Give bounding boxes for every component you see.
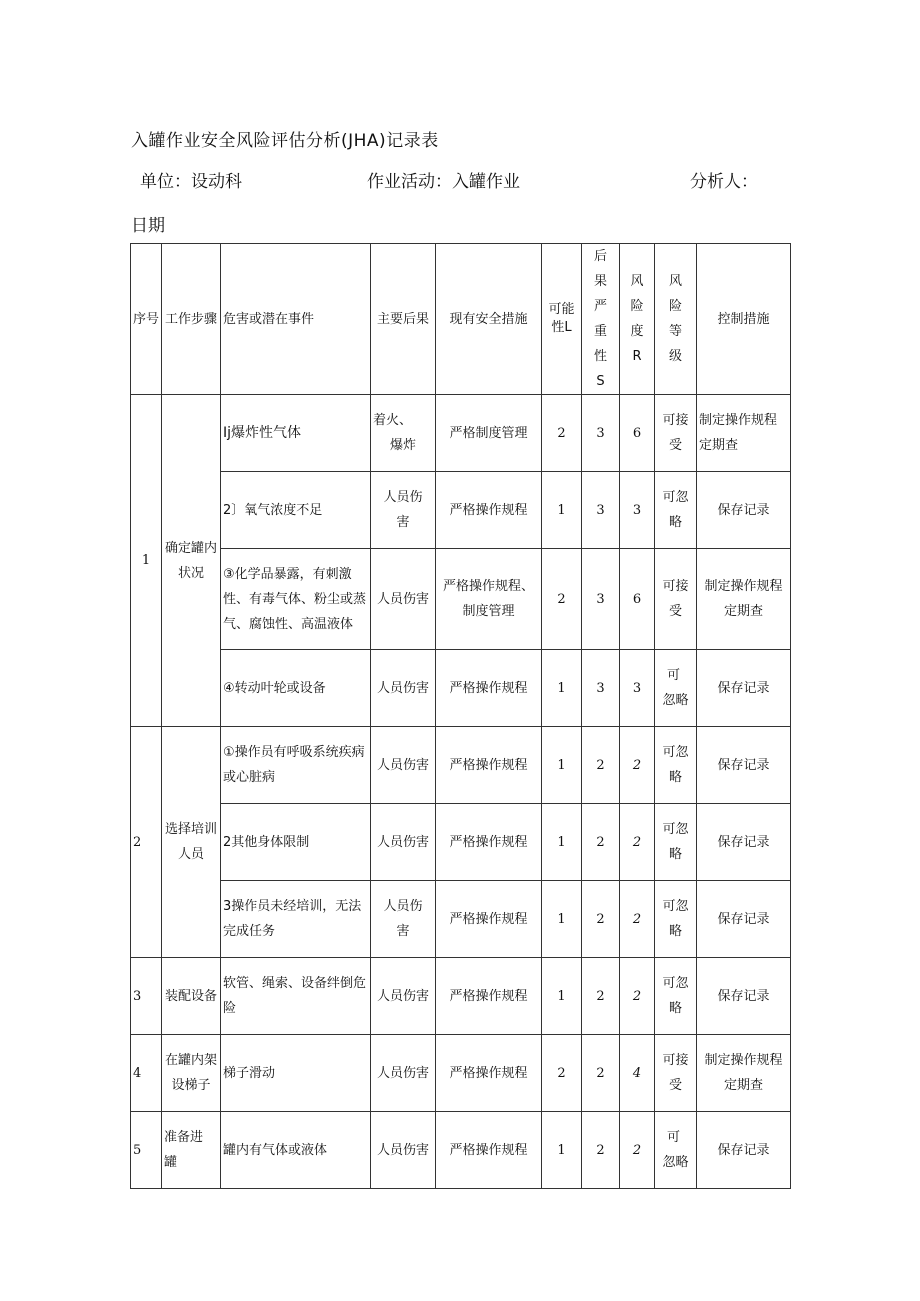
header-risk-char: 风 <box>630 274 644 289</box>
header-row <box>131 244 791 395</box>
table-row <box>131 1035 791 1112</box>
measures-cell: 严格操作规程、制度管理 <box>436 549 542 650</box>
measures-cell: 严格操作规程 <box>436 727 542 804</box>
consequence-line: 害 <box>396 924 410 939</box>
risk-cell: 2 <box>620 958 655 1035</box>
consequence-cell <box>371 549 436 650</box>
control-line: 保存记录 <box>717 834 770 850</box>
level-line: 可忽 <box>662 976 689 991</box>
severity-cell: 3 <box>582 395 620 472</box>
likelihood-cell: 1 <box>542 472 582 549</box>
header-severity-char: 性 <box>593 349 607 364</box>
consequence-line: 人员伤害 <box>376 591 429 607</box>
consequence-line: 人员伤 <box>383 899 423 914</box>
level-line: 略 <box>668 924 682 939</box>
consequence-line: 人员伤害 <box>376 757 429 773</box>
level-line: 受 <box>668 1078 682 1093</box>
header-hazard: 危害或潜在事件 <box>221 244 371 395</box>
consequence-cell <box>371 804 436 881</box>
hazard-cell: ④转动叶轮或设备 <box>221 650 371 727</box>
control-cell <box>697 804 791 881</box>
control-line: 制定操作规程 <box>704 579 783 594</box>
header-risk-char: 度 <box>630 324 644 339</box>
level-cell <box>655 1035 697 1112</box>
table-row <box>131 881 791 958</box>
header-likelihood-line: 性L <box>551 320 572 335</box>
header-control: 控制措施 <box>697 244 791 395</box>
header-level-char: 等 <box>668 324 682 339</box>
likelihood-cell: 2 <box>542 395 582 472</box>
severity-cell: 2 <box>582 881 620 958</box>
likelihood-cell: 2 <box>542 1035 582 1112</box>
level-cell <box>655 727 697 804</box>
control-cell <box>697 1035 791 1112</box>
activity-label: 作业活动：入罐作业 <box>367 172 520 192</box>
header-likelihood <box>542 244 582 395</box>
measures-cell: 严格操作规程 <box>436 881 542 958</box>
header-consequence: 主要后果 <box>371 244 436 395</box>
consequence-cell <box>371 472 436 549</box>
control-line: 定期查 <box>723 604 763 619</box>
seq-cell: 5 <box>131 1112 162 1189</box>
control-line: 保存记录 <box>717 988 770 1004</box>
hazard-cell: Ij爆炸性气体 <box>221 395 371 472</box>
severity-cell: 2 <box>582 958 620 1035</box>
header-severity-char: 果 <box>593 274 607 289</box>
control-line: 保存记录 <box>717 911 770 927</box>
table-row <box>131 395 791 472</box>
likelihood-cell: 1 <box>542 1112 582 1189</box>
consequence-line: 人员伤 <box>383 490 423 505</box>
step-line: 选择培训 <box>164 822 217 837</box>
hazard-cell: 2〕氧气浓度不足 <box>221 472 371 549</box>
consequence-cell <box>371 958 436 1035</box>
level-cell <box>655 881 697 958</box>
consequence-cell <box>371 1112 436 1189</box>
measures-cell: 严格操作规程 <box>436 804 542 881</box>
level-line: 可接 <box>662 1053 689 1068</box>
risk-cell: 2 <box>620 881 655 958</box>
risk-cell: 3 <box>620 650 655 727</box>
likelihood-cell: 1 <box>542 881 582 958</box>
level-line: 略 <box>668 515 682 530</box>
table-row <box>131 1112 791 1189</box>
hazard-cell: 2其他身体限制 <box>221 804 371 881</box>
risk-cell: 3 <box>620 472 655 549</box>
consequence-line: 害 <box>396 515 410 530</box>
hazard-cell: ③化学品暴露，有刺激性、有毒气体、粉尘或蒸气、腐蚀性、高温液体 <box>221 549 371 650</box>
likelihood-cell: 1 <box>542 804 582 881</box>
header-measures: 现有安全措施 <box>436 244 542 395</box>
consequence-cell <box>371 1035 436 1112</box>
consequence-line: 人员伤害 <box>376 834 429 850</box>
control-cell <box>697 650 791 727</box>
consequence-cell <box>371 727 436 804</box>
step-line: 装配设备 <box>164 988 217 1004</box>
seq-cell: 1 <box>131 395 162 727</box>
level-line: 可忽 <box>662 899 689 914</box>
control-line: 定期查 <box>723 1078 763 1093</box>
consequence-line: 着火、 <box>373 413 413 428</box>
level-line: 可接 <box>662 579 689 594</box>
control-cell <box>697 472 791 549</box>
step-line: 确定罐内 <box>164 540 217 556</box>
control-line: 保存记录 <box>717 757 770 773</box>
measures-cell: 严格操作规程 <box>436 1035 542 1112</box>
measures-cell: 严格操作规程 <box>436 650 542 727</box>
level-line: 可忽 <box>662 745 689 760</box>
step-line: 人员 <box>177 847 204 862</box>
consequence-cell <box>371 881 436 958</box>
level-line: 可忽 <box>662 490 689 505</box>
likelihood-cell: 1 <box>542 958 582 1035</box>
consequence-line: 爆炸 <box>389 438 416 453</box>
step-cell <box>162 1035 221 1112</box>
control-line: 保存记录 <box>717 502 770 518</box>
step-line: 准备进 <box>164 1130 204 1145</box>
header-risk-char: R <box>632 349 642 364</box>
risk-cell: 2 <box>620 804 655 881</box>
control-line: 制定操作规程 <box>699 413 778 428</box>
table-row <box>131 958 791 1035</box>
table-row <box>131 472 791 549</box>
level-cell <box>655 395 697 472</box>
level-line: 可 <box>667 1130 681 1145</box>
level-line: 受 <box>668 438 682 453</box>
level-line: 忽略 <box>662 693 689 708</box>
level-line: 忽略 <box>662 1155 689 1170</box>
table-row <box>131 549 791 650</box>
level-line: 可忽 <box>662 822 689 837</box>
level-cell <box>655 958 697 1035</box>
date-label: 日期 <box>131 216 165 236</box>
header-level-char: 级 <box>668 349 682 364</box>
step-cell <box>162 958 221 1035</box>
risk-cell: 6 <box>620 395 655 472</box>
measures-cell: 严格操作规程 <box>436 958 542 1035</box>
header-step: 工作步骤 <box>162 244 221 395</box>
step-line: 设梯子 <box>171 1078 211 1093</box>
control-line: 制定操作规程 <box>704 1053 783 1068</box>
jha-table <box>130 243 791 1189</box>
hazard-cell: 3操作员未经培训，无法完成任务 <box>221 881 371 958</box>
step-cell <box>162 727 221 958</box>
hazard-cell: 梯子滑动 <box>221 1035 371 1112</box>
level-line: 受 <box>668 604 682 619</box>
severity-cell: 2 <box>582 1112 620 1189</box>
control-cell <box>697 727 791 804</box>
hazard-cell: ①操作员有呼吸系统疾病或心脏病 <box>221 727 371 804</box>
control-line: 保存记录 <box>717 680 770 696</box>
level-cell <box>655 650 697 727</box>
control-cell <box>697 958 791 1035</box>
table-row <box>131 650 791 727</box>
header-likelihood-line: 可能 <box>548 302 575 317</box>
header-severity-char: 后 <box>593 249 607 264</box>
level-line: 略 <box>668 770 682 785</box>
step-cell <box>162 395 221 727</box>
severity-cell: 3 <box>582 549 620 650</box>
step-line: 状况 <box>177 565 204 581</box>
consequence-line: 人员伤害 <box>376 988 429 1004</box>
control-line: 保存记录 <box>717 1142 770 1158</box>
measures-cell: 严格操作规程 <box>436 472 542 549</box>
step-cell <box>162 1112 221 1189</box>
header-risk-char: 险 <box>630 299 644 314</box>
seq-cell: 3 <box>131 958 162 1035</box>
likelihood-cell: 1 <box>542 727 582 804</box>
consequence-cell <box>371 650 436 727</box>
severity-cell: 2 <box>582 727 620 804</box>
control-cell <box>697 881 791 958</box>
likelihood-cell: 2 <box>542 549 582 650</box>
hazard-cell: 软管、绳索、设备绊倒危险 <box>221 958 371 1035</box>
header-level-char: 险 <box>668 299 682 314</box>
header-severity-char: 重 <box>593 324 607 339</box>
table-row <box>131 804 791 881</box>
header-severity-char: S <box>596 374 605 389</box>
seq-cell: 4 <box>131 1035 162 1112</box>
hazard-cell: 罐内有气体或液体 <box>221 1112 371 1189</box>
measures-cell: 严格操作规程 <box>436 1112 542 1189</box>
control-line: 定期查 <box>699 438 739 453</box>
header-level <box>655 244 697 395</box>
level-cell <box>655 1112 697 1189</box>
consequence-line: 人员伤害 <box>376 680 429 696</box>
likelihood-cell: 1 <box>542 650 582 727</box>
level-cell <box>655 804 697 881</box>
level-line: 可接 <box>662 413 689 428</box>
risk-cell: 2 <box>620 727 655 804</box>
header-level-char: 风 <box>668 274 682 289</box>
level-line: 可 <box>667 668 681 683</box>
header-severity-char: 严 <box>593 299 607 314</box>
measures-cell: 严格制度管理 <box>436 395 542 472</box>
control-cell <box>697 395 791 472</box>
table-row <box>131 727 791 804</box>
risk-cell: 2 <box>620 1112 655 1189</box>
page-title: 入罐作业安全风险评估分析(JHA)记录表 <box>131 131 439 151</box>
severity-cell: 2 <box>582 804 620 881</box>
header-risk <box>620 244 655 395</box>
header-seq: 序号 <box>131 244 162 395</box>
severity-cell: 3 <box>582 472 620 549</box>
risk-cell: 4 <box>620 1035 655 1112</box>
control-cell <box>697 1112 791 1189</box>
unit-label: 单位：设动科 <box>140 172 242 192</box>
risk-cell: 6 <box>620 549 655 650</box>
header-severity <box>582 244 620 395</box>
analyst-label: 分析人： <box>690 172 758 192</box>
seq-cell: 2 <box>131 727 162 958</box>
control-cell <box>697 549 791 650</box>
consequence-line: 人员伤害 <box>376 1142 429 1158</box>
severity-cell: 2 <box>582 1035 620 1112</box>
consequence-line: 人员伤害 <box>376 1065 429 1081</box>
step-line: 罐 <box>164 1155 178 1170</box>
level-cell <box>655 549 697 650</box>
step-line: 在罐内架 <box>164 1053 217 1068</box>
level-line: 略 <box>668 847 682 862</box>
level-line: 略 <box>668 1001 682 1016</box>
severity-cell: 3 <box>582 650 620 727</box>
consequence-cell <box>371 395 436 472</box>
level-cell <box>655 472 697 549</box>
